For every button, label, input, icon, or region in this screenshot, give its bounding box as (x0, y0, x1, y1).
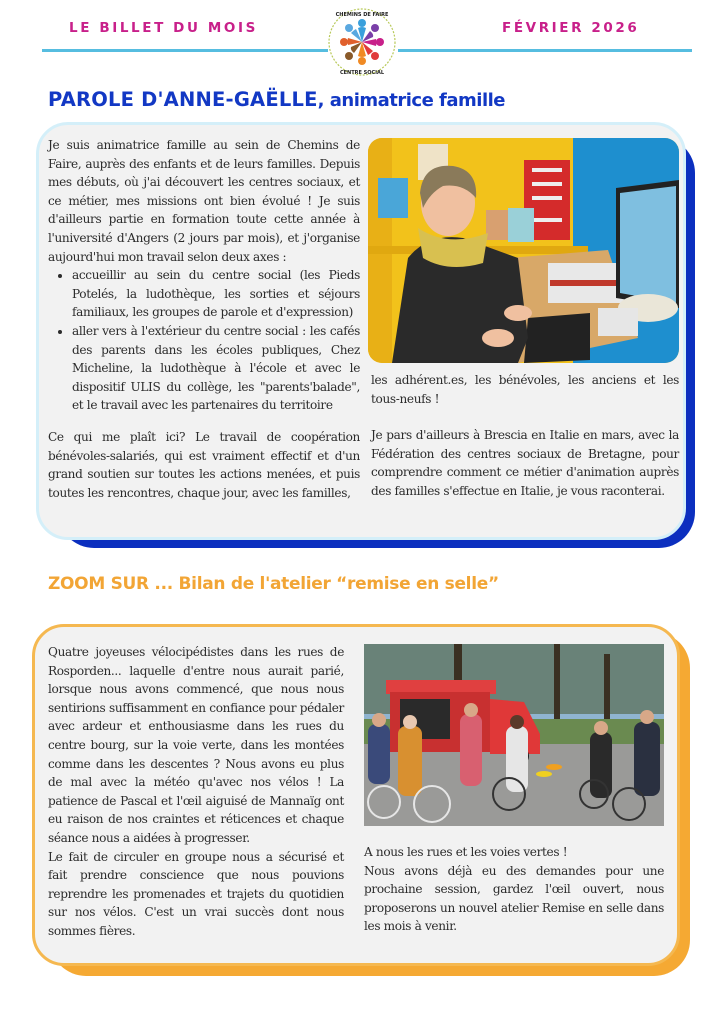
section2-title: ZOOM SUR ... Bilan de l'atelier “remise en selle” (48, 574, 499, 594)
section2-paragraph1: Quatre joyeuses vélocipédistes dans les rues de Rosporden... laquelle d'entre nous aurait parié, lorsque nous avons commencé, que nous nous sentirions suffisamment en confiance pour pédaler avec ardeur et enthousiasme dans les rues du centre bourg, sur la voie verte, dans les montées comme dans les descentes ? Nous avons eu plus de mal avec la météo qu'avec nos vélos ! La patience de Pascal et l'œil aiguisé de Mannaïg ont eu raison de nos craintes et réticences et chaque séance nous a aidées à progresser. (48, 645, 344, 845)
section1-axes-list (48, 266, 360, 415)
section2-right-line1: A nous les rues et les voies vertes ! (364, 845, 568, 859)
section1-paragraph2-text: Ce qui me plaît ici? Le travail de coopération bénévoles-salariés, qui est vraiment effectif et d'un grand soutien sur toutes les actions menées, et puis toutes les rencontres, chaque jour, avec les familles, (48, 430, 360, 500)
people-circle-icon (340, 19, 384, 65)
section1-title-name: PAROLE D'ANNE-GAËLLE (48, 88, 318, 111)
section2-left-column (48, 643, 344, 941)
chemins-de-faire-logo (326, 6, 398, 78)
issue-date: FÉVRIER 2026 (502, 20, 640, 36)
photo-cyclists (364, 644, 664, 826)
photo-animatrice-image (368, 138, 679, 363)
photo-animatrice (368, 138, 679, 363)
header-rule-right (398, 49, 692, 52)
section2-paragraph2: Le fait de circuler en groupe nous a sécurisé et fait prendre conscience que nous pouvions reprendre les promenades et trajets du quotidien sur nos vélos. C'est un vrai succès dont nous sommes fières. (48, 849, 344, 938)
section1-paragraph2 (48, 428, 360, 502)
section1-paragraph2-cont-text: les adhérent.es, les bénévoles, les anciens et les tous-neufs ! (371, 373, 679, 406)
header-rule-left (42, 49, 328, 52)
logo-bottom-text: CENTRE SOCIAL (339, 70, 385, 76)
list-item: • accueillir au sein du centre social (les Pieds Potelés, la ludothèque, les sorties et séjours familiaux, les groupes de parole et d'expression) (72, 266, 360, 322)
section1-paragraph3 (371, 426, 679, 500)
photo-cyclists-image (364, 644, 664, 826)
section1-paragraph3-text: Je pars d'ailleurs à Brescia en Italie en mars, avec la Fédération des centres sociaux de Bretagne, pour comprendre comment ce métier d'animation auprès des familles s'effectue en Italie, je vous raconterai. (371, 428, 679, 498)
section2-right-column (364, 843, 664, 936)
newsletter-label: LE BILLET DU MOIS (69, 20, 258, 36)
section1-intro-text: Je suis animatrice famille au sein de Chemins de Faire, auprès des enfants et de leurs familles. Depuis mes débuts, où j'ai découvert les centres sociaux, et ce métier, mes missions ont bien évolué ! Je suis d'ailleurs partie en formation toute cette année à l'université d'Angers (2 jours par mois), et j'organise aujourd'hui mon travail selon deux axes : (48, 138, 360, 264)
logo-top-text: CHEMINS DE FAIRE (335, 12, 389, 18)
section1-title-role: , animatrice famille (317, 90, 506, 111)
section1-title (48, 88, 505, 111)
section1-paragraph2-continued (371, 371, 679, 408)
section2-right-paragraph: Nous avons déjà eu des demandes pour une prochaine session, gardez l'œil ouvert, nous proposerons un nouvel atelier Remise en selle dans les mois à venir. (364, 863, 664, 934)
section1-intro (48, 136, 360, 415)
list-item: • aller vers à l'extérieur du centre social : les cafés des parents dans les écoles publiques, Chez Micheline, la ludothèque à l'école et avec le dispositif ULIS du collège, les "parents'balade", et le travail avec les partenaires du territoire (72, 322, 360, 415)
